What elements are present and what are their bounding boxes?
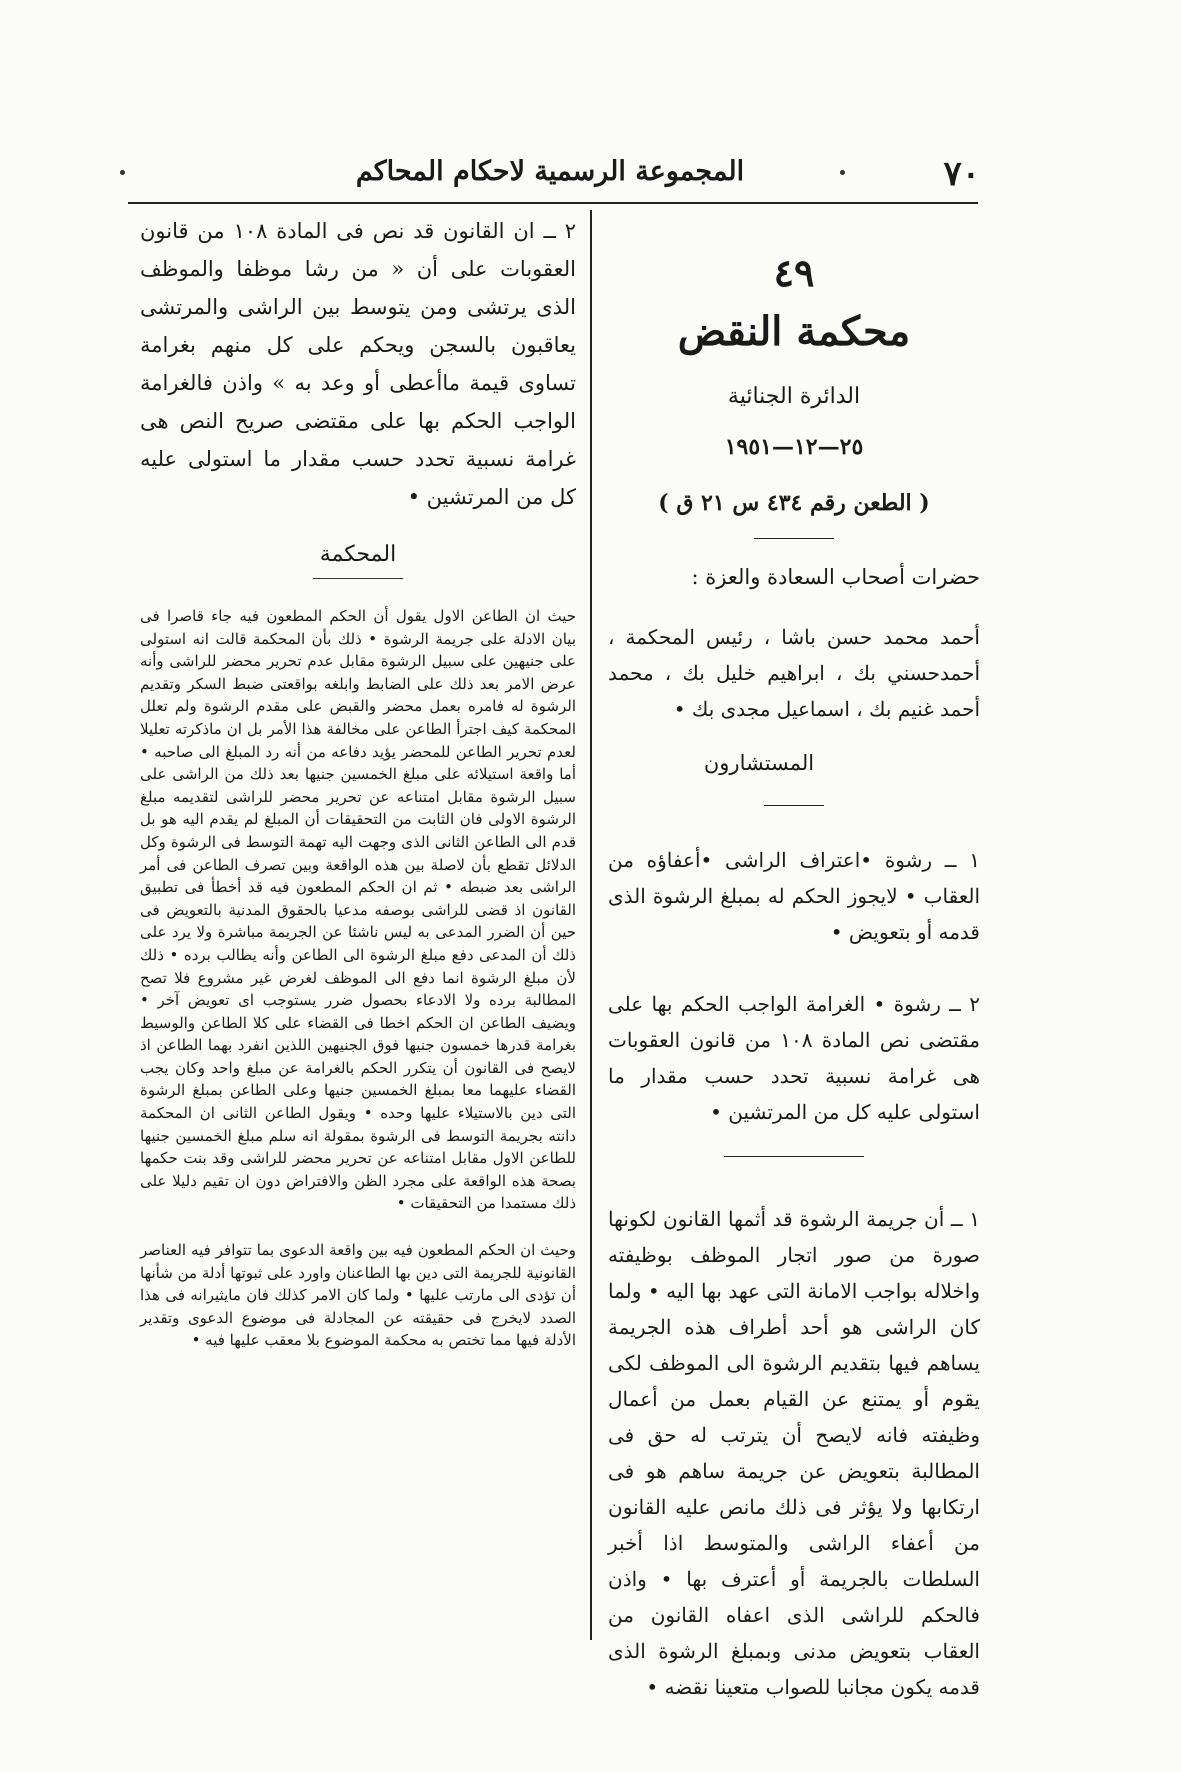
presence-line: حضرات أصحاب السعادة والعزة : [691, 565, 980, 589]
court-name: محكمة النقض [677, 308, 911, 355]
appeal-number: ( الطعن رقم ٤٣٤ س ٢١ ق ) [658, 490, 930, 516]
page-number: ٧٠ [943, 154, 980, 194]
headnote-2: ٢ ــ رشوة • الغرامة الواجب الحكم بها على مقتضى نص المادة ١٠٨ من قانون العقوبات هى غرامة نسبية تحدد حسب مقدار ما استولى عليه كل من المرتشين • [608, 992, 980, 1124]
running-title: المجموعة الرسمية لاحكام المحاكم [355, 156, 745, 187]
header-dot-right [840, 170, 845, 175]
court-heading: المحكمة [319, 542, 397, 567]
left-column [140, 210, 576, 1352]
short-rule [754, 538, 834, 539]
section-rule [764, 805, 824, 806]
header-dot-left [120, 170, 125, 175]
case-number: ٤٩ [773, 250, 815, 295]
principle-1: ١ ــ أن جريمة الرشوة قد أثمها القانون لكونها صورة من صور اتجار الموظف بوظيفته واخلاله بواجب الامانة التى عهد بها اليه • ولما كان الراشى هو أحد أطراف هذه الجريمة يساهم فيها بتقديم الرشوة الى الموظف لكى يقوم أو يمتنع عن القيام بعمل من أعمال وظيفته فانه لايصح أن يترتب له حق فى المطالبة بتعويض عن جريمة ساهم هو فى ارتكابها ولا يؤثر فى ذلك مانص عليه القانون من أعفاء الراشى والمتوسط اذا أخبر السلطات بالجريمة أو أعترف بها • واذن فالحكم للراشى الذى اعفاه القانون من العقاب بتعويض مدنى وبمبلغ الرشوة الذى قدمه يكون مجانبا للصواب متعينا نقضه • [608, 1207, 980, 1699]
counsellors-label: المستشارون [703, 751, 815, 775]
section-rule-long [724, 1156, 864, 1157]
ruling-paragraph-1: حيث ان الطاعن الاول يقول أن الحكم المطعون فيه جاء قاصرا فى بيان الادلة على جريمة الرشوة • ذلك بأن المحكمة قالت انه استولى على جنيهين على سبيل الرشوة مقابل عدم تحرير محضر للراشى وأنه عرض الامر بعد ذلك على الضابط وابلغه بواقعتى ضبط السكر وتقديم الرشوة له فامره بعمل محضر والقبض على مقدم الرشوة ولم تعلل المحكمة كيف اجترأ الطاعن على مخالفة هذا الأمر بل ان ماذكرته تعليلا لعدم تحرير الطاعن للمحضر يؤيد دفاعه من أنه رد المبلغ الى صاحبه • أما واقعة استيلائه على مبلغ الخمسين جنيها بعد ذلك من الراشى على سبيل الرشوة مقابل امتناعه عن تحرير محضر للراشى لتقديمه مبلغ الرشوة الاولى فان الثابت من التحقيقات أن المبلغ لم يقدم اليه هو بل قدم الى الطاعن الثانى الذى وجهت اليه تهمة التوسط فى الرشوة وكل الدلائل تقطع بأن لاصلة بين هذه الواقعة وبين تصرف الطاعن فى أمر الراشى بعد ضبطه • ثم ان الحكم المطعون فيه قد أخطأ فى تطبيق القانون اذ قضى للراشى بوصفه مدعيا بالحقوق المدنية بالتعويض فى حين أن الضرر المدعى به ليس ناشئا عن الجريمة مباشرة ولا يرد على ذلك أن المدعى دفع مبلغ الرشوة الى الطاعن وأنه يطالب برده • ذلك لأن مبلغ الرشوة انما دفع الى الموظف لغرض غير مشروع فلا تصح المطالبة برده ولا الادعاء بحصول ضرر يستوجب اى تعويض آخر • ويضيف الطاعن ان الحكم اخطا فى القضاء على كلا الطاعن والوسيط بغرامة قدرها خمسون جنيها فوق الجنيهين اللذين انفرد بهما الطاعن اذ لايصح فى القانون أن يتكرر الحكم بالغرامة عن مبلغ واحد وكان يجب القضاء عليهما معا بمبلغ الخمسين جنيها وعلى الطاعن بمبلغ الرشوة التى دين بالاستيلاء عليها وحده • ويقول الطاعن الثانى ان المحكمة دانته بجريمة التوسط فى الرشوة بمقولة انه سلم مبلغ الخمسين جنيها للطاعن الاول مقابل امتناعه عن تحرير محضر للراشى وقد بنت حكمها بصحة هذه الواقعة على مجرد الظن والافتراض دون ان تقيم دليلا على ذلك مستمدا من التحقيقات • [140, 607, 576, 1213]
judges-list: أحمد محمد حسن باشا ، رئيس المحكمة ، أحمدحسني بك ، ابراهيم خليل بك ، محمد أحمد غنيم بك ، اسماعيل مجدى بك • [608, 625, 980, 721]
page-header [120, 150, 980, 200]
heading-underline [313, 578, 403, 579]
header-rule [128, 202, 978, 204]
right-column [608, 210, 980, 1705]
principle-2: ٢ ــ ان القانون قد نص فى المادة ١٠٨ من قانون العقوبات على أن « من رشا موظفا والموظف الذى يرتشى ومن يتوسط بين الراشى والمرتشى يعاقبون بالسجن ويحكم على كل منهم بغرامة تساوى قيمة ماأعطى أو وعد به » واذن فالغرامة الواجب الحكم بها على مقتضى صريح النص هى غرامة نسبية تحدد حسب مقدار ما استولى عليه كل من المرتشين • [140, 219, 576, 509]
circuit-name: الدائرة الجنائية [727, 384, 861, 409]
headnote-1: ١ ــ رشوة •اعتراف الراشى •أعفاؤه من العقاب • لايجوز الحكم له بمبلغ الرشوة الذى قدمه أو بتعويض • [608, 848, 980, 944]
ruling-paragraph-2: وحيث ان الحكم المطعون فيه بين واقعة الدعوى بما تتوافر فيه العناصر القانونية للجريمة التى دين بها الطاعنان واورد على ثبوتها أدلة من شأنها أن تؤدى الى مارتب عليها • ولما كان الامر كذلك فان مايثيرانه فى هذا الصدد لايخرج فى حقيقته عن المجادلة فى موضوع الدعوى وتقدير الأدلة فيها مما تختص به محكمة الموضوع بلا معقب عليها فيه • [140, 1241, 576, 1350]
column-divider [590, 210, 592, 1640]
judgment-date: ٢٥—١٢—١٩٥١ [724, 434, 864, 460]
